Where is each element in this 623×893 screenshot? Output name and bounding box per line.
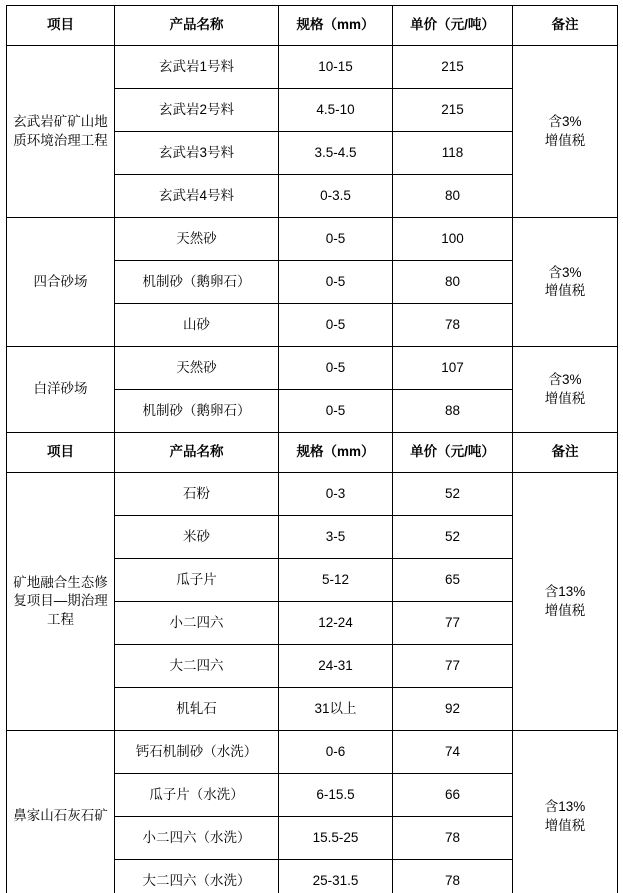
product-spec: 4.5-10 <box>279 89 393 132</box>
table-row <box>7 473 618 516</box>
product-price: 65 <box>393 559 513 602</box>
product-name: 大二四六 <box>115 645 279 688</box>
remark-line-1: 含3% <box>548 372 582 388</box>
product-price: 52 <box>393 473 513 516</box>
section-remark <box>513 218 618 347</box>
column-header-item: 项目 <box>7 433 115 473</box>
remark-line-1: 含3% <box>548 264 582 280</box>
column-header-item: 项目 <box>7 6 115 46</box>
section-remark <box>513 473 618 731</box>
section-item-name: 矿地融合生态修复项目—期治理工程 <box>7 473 115 731</box>
table-header-row <box>7 6 618 46</box>
product-spec: 12-24 <box>279 602 393 645</box>
product-name: 小二四六 <box>115 602 279 645</box>
product-price: 66 <box>393 774 513 817</box>
product-name: 机轧石 <box>115 688 279 731</box>
product-spec: 0-5 <box>279 390 393 433</box>
remark-line-1: 含3% <box>548 114 582 130</box>
product-price: 118 <box>393 132 513 175</box>
product-price: 215 <box>393 46 513 89</box>
product-price: 52 <box>393 516 513 559</box>
section-item-name: 四合砂场 <box>7 218 115 347</box>
product-name: 玄武岩2号料 <box>115 89 279 132</box>
product-spec: 5-12 <box>279 559 393 602</box>
product-name: 玄武岩3号料 <box>115 132 279 175</box>
product-name: 玄武岩4号料 <box>115 175 279 218</box>
table-header-row <box>7 433 618 473</box>
remark-line-2: 增值税 <box>544 602 586 618</box>
column-header-price: 单价（元/吨） <box>393 433 513 473</box>
product-name: 山砂 <box>115 304 279 347</box>
product-spec: 25-31.5 <box>279 860 393 893</box>
product-name: 机制砂（鹅卵石） <box>115 390 279 433</box>
product-spec: 3.5-4.5 <box>279 132 393 175</box>
product-price: 77 <box>393 602 513 645</box>
product-spec: 0-6 <box>279 731 393 774</box>
product-price: 74 <box>393 731 513 774</box>
column-header-remark: 备注 <box>513 6 618 46</box>
product-spec: 0-5 <box>279 261 393 304</box>
product-name: 天然砂 <box>115 347 279 390</box>
product-name: 天然砂 <box>115 218 279 261</box>
product-spec: 0-3 <box>279 473 393 516</box>
product-spec: 0-5 <box>279 218 393 261</box>
section-item-name: 白洋砂场 <box>7 347 115 433</box>
product-name: 米砂 <box>115 516 279 559</box>
price-table <box>6 5 618 893</box>
table-row <box>7 347 618 390</box>
table-row <box>7 731 618 774</box>
section-item-name: 玄武岩矿矿山地质环境治理工程 <box>7 46 115 218</box>
product-name: 大二四六（水洗） <box>115 860 279 893</box>
product-price: 80 <box>393 175 513 218</box>
column-header-product: 产品名称 <box>115 6 279 46</box>
column-header-spec: 规格（mm） <box>279 6 393 46</box>
section-remark <box>513 46 618 218</box>
product-spec: 3-5 <box>279 516 393 559</box>
column-header-product: 产品名称 <box>115 433 279 473</box>
remark-line-1: 含13% <box>544 584 586 600</box>
table-row <box>7 46 618 89</box>
product-price: 107 <box>393 347 513 390</box>
product-name: 玄武岩1号料 <box>115 46 279 89</box>
product-name: 机制砂（鹅卵石） <box>115 261 279 304</box>
product-price: 77 <box>393 645 513 688</box>
remark-line-2: 增值税 <box>544 390 586 406</box>
product-price: 215 <box>393 89 513 132</box>
product-spec: 6-15.5 <box>279 774 393 817</box>
product-spec: 10-15 <box>279 46 393 89</box>
product-name: 瓜子片（水洗） <box>115 774 279 817</box>
product-name: 小二四六（水洗） <box>115 817 279 860</box>
product-spec: 0-5 <box>279 347 393 390</box>
remark-line-2: 增值税 <box>544 283 586 298</box>
product-spec: 31以上 <box>279 688 393 731</box>
product-price: 88 <box>393 390 513 433</box>
remark-line-1: 含13% <box>544 799 586 815</box>
product-price: 78 <box>393 817 513 860</box>
product-spec: 0-5 <box>279 304 393 347</box>
product-price: 80 <box>393 261 513 304</box>
section-item-name: 鼻家山石灰石矿 <box>7 731 115 893</box>
column-header-spec: 规格（mm） <box>279 433 393 473</box>
product-spec: 24-31 <box>279 645 393 688</box>
product-spec: 0-3.5 <box>279 175 393 218</box>
product-name: 石粉 <box>115 473 279 516</box>
product-price: 92 <box>393 688 513 731</box>
section-remark <box>513 731 618 893</box>
product-spec: 15.5-25 <box>279 817 393 860</box>
product-name: 瓜子片 <box>115 559 279 602</box>
product-price: 78 <box>393 860 513 893</box>
product-price: 100 <box>393 218 513 261</box>
product-name: 钙石机制砂（水洗） <box>115 731 279 774</box>
section-remark <box>513 347 618 433</box>
remark-line-2: 增值税 <box>544 132 586 148</box>
table-row <box>7 218 618 261</box>
remark-line-2: 增值税 <box>544 817 586 833</box>
column-header-price: 单价（元/吨） <box>393 6 513 46</box>
column-header-remark: 备注 <box>513 433 618 473</box>
product-price: 78 <box>393 304 513 347</box>
